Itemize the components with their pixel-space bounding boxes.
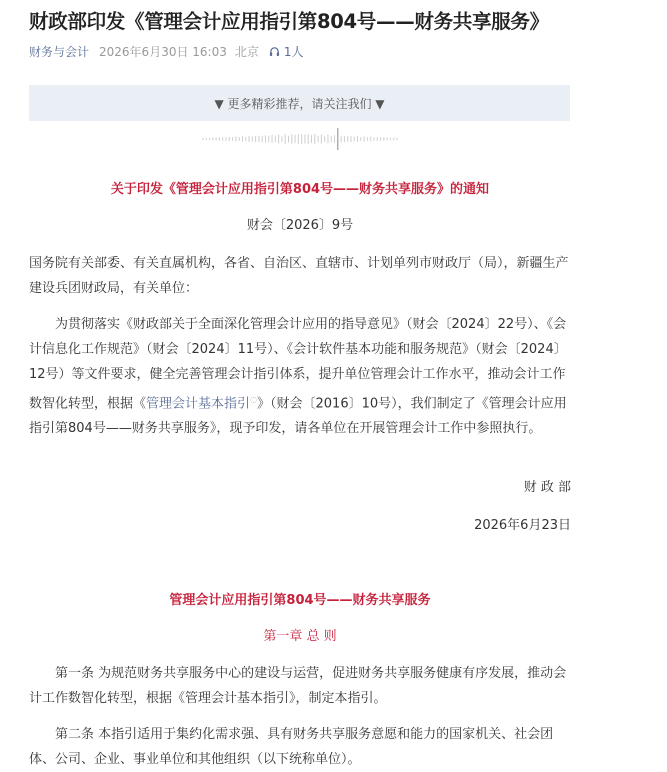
listen-count-value: 1人: [283, 45, 304, 59]
notice-paragraph: [29, 312, 571, 441]
chapter-heading: 第一章 总 则: [263, 629, 337, 644]
link-icon: ◌: [250, 395, 258, 404]
headphone-icon: [269, 46, 280, 57]
basic-guideline-link[interactable]: 管理会计基本指引: [146, 396, 251, 412]
recommend-banner[interactable]: [29, 85, 570, 121]
article-meta: [29, 43, 304, 60]
account-name-link[interactable]: 财务与会计: [29, 45, 90, 59]
notice-recipients: 国务院有关部委、有关直属机构，各省、自治区、直辖市、计划单列市财政厅（局），新疆生产建设兵团财政局，有关单位：: [29, 256, 569, 296]
audio-wave-decoration: [200, 126, 400, 152]
listen-count[interactable]: [269, 43, 304, 60]
guideline-article-1: 第一条 为规范财务共享服务中心的建设与运营，促进财务共享服务健康有序发展，推动会计工作数智化转型，根据《管理会计基本指引》，制定本指引。: [29, 666, 567, 706]
notice-paragraph-part2: 》（财会〔2016〕10号），我们制定了《管理会计应用指引第804号——财务共享服务》，现予印发，请各单位在开展管理会计工作中参照执行。: [29, 396, 567, 437]
recommend-banner-text: ▼ 更多精彩推荐，请关注我们 ▼: [214, 96, 385, 111]
notice-doc-number: 财会〔2026〕9号: [246, 218, 354, 233]
notice-paragraph-part1: 为贯彻落实《财政部关于全面深化管理会计应用的指导意见》（财会〔2024〕22号）、《会计信息化工作规范》（财会〔2024〕11号）、《会计软件基本功能和服务规范》（财会〔2024〕12号）等文件要求，健全完善管理会计指引体系，提升单位管理会计工作水平，推动会计工作数智化转型，根据《: [29, 317, 567, 412]
publish-location: 北京: [234, 45, 259, 59]
guideline-article-2: 第二条 本指引适用于集约化需求强、具有财务共享服务意愿和能力的国家机关、社会团体、公司、企业、事业单位和其他组织（以下统称单位）。: [29, 727, 554, 767]
notice-signature: 财 政 部: [523, 480, 571, 495]
notice-sign-date: 2026年6月23日: [474, 518, 571, 533]
article-title: 财政部印发《管理会计应用指引第804号——财务共享服务》: [29, 10, 549, 33]
notice-heading: 关于印发《管理会计应用指引第804号——财务共享服务》的通知: [110, 182, 490, 197]
publish-datetime: 2026年6月30日 16:03: [99, 45, 227, 59]
guideline-title: 管理会计应用指引第804号——财务共享服务: [169, 593, 431, 608]
